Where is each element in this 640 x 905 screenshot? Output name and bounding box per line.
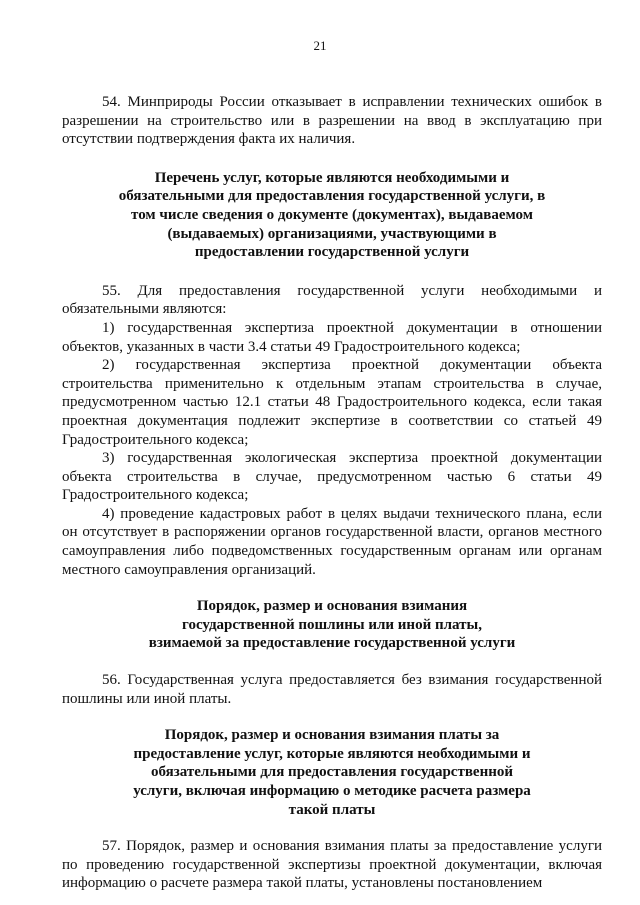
section-heading: Порядок, размер и основания взимания платы за предоставление услуг, которые являются необходимыми и обязательными для предоставления государственной услуги, включая информацию о методике расчета размера такой платы: [133, 727, 531, 818]
section-heading: Перечень услуг, которые являются необходимыми и обязательными для предоставления государственной услуги, в том числе сведения о документе (документах), выдаваемом (выдаваемых) организациями, участвующими в предоставлении государственной услуги: [118, 169, 546, 261]
paragraph-57: 57. Порядок, размер и основания взимания платы за предоставление услуги по проведению государственной экспертизы проектной документации, включая информацию о расчете размера такой платы, установлены постановлением: [62, 838, 602, 892]
list-item-4: 4) проведение кадастровых работ в целях выдачи технического плана, если он отсутствует в распоряжении органов государственной власти, органов местного самоуправления либо подведомственных государственным органам или органам местного самоуправления организаций.: [62, 505, 602, 578]
heading-services-list: [62, 169, 602, 262]
section-heading: Порядок, размер и основания взимания государственной пошлины или иной платы, взимаемой за предоставление государственной услуги: [148, 598, 516, 652]
list-item-1: 1) государственная экспертиза проектной документации в отношении объектов, указанных в части 3.4 статьи 49 Градостроительного кодекса;: [62, 319, 602, 355]
paragraph-54: 54. Минприроды России отказывает в исправлении технических ошибок в разрешении на строительство или в разрешении на ввод в эксплуатацию при отсутствии подтверждения факта их наличия.: [62, 94, 602, 148]
paragraph-56: 56. Государственная услуга предоставляется без взимания государственной пошлины или иной платы.: [62, 672, 602, 707]
heading-state-fee: [62, 597, 602, 653]
paragraph-55: 55. Для предоставления государственной услуги необходимыми и обязательными являются:: [62, 282, 602, 318]
document-body: [62, 93, 602, 893]
list-item-3: 3) государственная экологическая экспертиза проектной документации объекта строительства в случае, предусмотренном частью 6 статьи 49 Градостроительного кодекса;: [62, 450, 602, 504]
page-number: 21: [313, 38, 327, 53]
heading-fee-for-services: [62, 726, 602, 819]
list-item-2: 2) государственная экспертиза проектной документации объекта строительства применительно к отдельным этапам строительства в случае, предусмотренном частью 12.1 статьи 48 Градостроительного кодекса, если такая проектная документация подлежит экспертизе в соответствии со статьей 49 Градостроительного кодекса;: [62, 357, 602, 448]
